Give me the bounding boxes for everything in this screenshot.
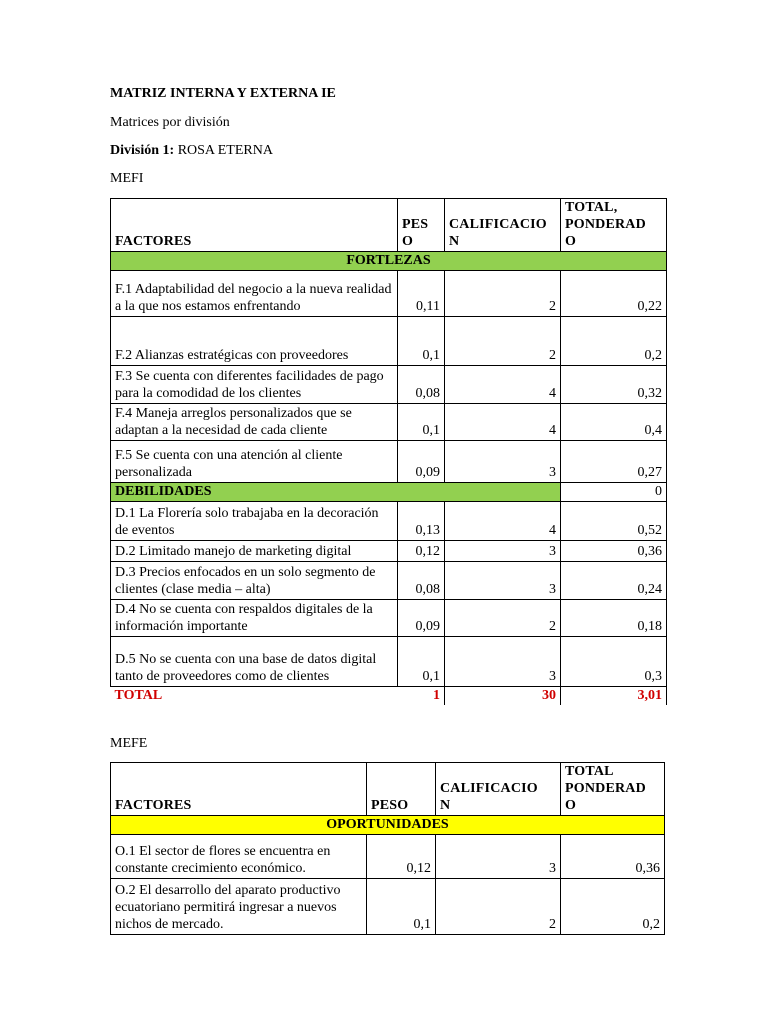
total-f3: 0,32 xyxy=(561,366,667,404)
total-f2: 0,2 xyxy=(561,317,667,366)
oportunidades-label: OPORTUNIDADES xyxy=(111,816,665,835)
factor-d1: D.1 La Florería solo trabajaba en la decoración de eventos xyxy=(111,502,398,541)
mefi-header-calificacion: CALIFICACIO N xyxy=(445,199,561,252)
calificacion-f3: 4 xyxy=(445,366,561,404)
mefe-table xyxy=(110,762,665,935)
peso-f2: 0,1 xyxy=(398,317,445,366)
total-ponderado: 3,01 xyxy=(561,687,667,706)
total-d1: 0,52 xyxy=(561,502,667,541)
mefi-row-d4 xyxy=(111,600,667,637)
mefe-header-factores: FACTORES xyxy=(111,763,367,816)
document-title: MATRIZ INTERNA Y EXTERNA IE xyxy=(110,86,336,101)
mefi-section-fortalezas xyxy=(111,252,667,271)
mefi-row-d5 xyxy=(111,637,667,687)
factor-f4: F.4 Maneja arreglos personalizados que se adaptan a la necesidad de cada cliente xyxy=(111,404,398,441)
total-o1: 0,36 xyxy=(561,835,665,879)
mefi-header-row xyxy=(111,199,667,252)
factor-f3: F.3 Se cuenta con diferentes facilidades de pago para la comodidad de los clientes xyxy=(111,366,398,404)
total-label: TOTAL xyxy=(111,687,398,706)
calificacion-o2: 2 xyxy=(436,879,561,935)
mefi-row-d2 xyxy=(111,541,667,562)
calificacion-d5: 3 xyxy=(445,637,561,687)
mefi-header-total: TOTAL, PONDERAD O xyxy=(561,199,667,252)
mefe-header-peso: PESO xyxy=(367,763,436,816)
factor-d3: D.3 Precios enfocados en un solo segmento de clientes (clase media – alta) xyxy=(111,562,398,600)
mefi-header-peso: PES O xyxy=(398,199,445,252)
mefi-header-factores: FACTORES xyxy=(111,199,398,252)
peso-o2: 0,1 xyxy=(367,879,436,935)
mefi-total-row xyxy=(111,687,667,706)
factor-o1: O.1 El sector de flores se encuentra en constante crecimiento económico. xyxy=(111,835,367,879)
mefi-table xyxy=(110,198,667,705)
debilidades-total: 0 xyxy=(561,483,667,502)
factor-f2: F.2 Alianzas estratégicas con proveedores xyxy=(111,317,398,366)
division-heading xyxy=(110,143,273,159)
mefe-header-total: TOTAL PONDERAD O xyxy=(561,763,665,816)
mefi-section-debilidades xyxy=(111,483,667,502)
mefe-row-o2 xyxy=(111,879,665,935)
peso-d5: 0,1 xyxy=(398,637,445,687)
total-f5: 0,27 xyxy=(561,441,667,483)
mefi-row-d1 xyxy=(111,502,667,541)
mefi-label: MEFI xyxy=(110,171,144,186)
calificacion-d2: 3 xyxy=(445,541,561,562)
mefi-row-f2 xyxy=(111,317,667,366)
calificacion-d3: 3 xyxy=(445,562,561,600)
peso-o1: 0,12 xyxy=(367,835,436,879)
mefe-row-o1 xyxy=(111,835,665,879)
debilidades-label: DEBILIDADES xyxy=(111,483,561,502)
calificacion-f5: 3 xyxy=(445,441,561,483)
calificacion-f4: 4 xyxy=(445,404,561,441)
factor-d2: D.2 Limitado manejo de marketing digital xyxy=(111,541,398,562)
mefi-row-d3 xyxy=(111,562,667,600)
factor-d4: D.4 No se cuenta con respaldos digitales de la información importante xyxy=(111,600,398,637)
total-f4: 0,4 xyxy=(561,404,667,441)
peso-f5: 0,09 xyxy=(398,441,445,483)
peso-d1: 0,13 xyxy=(398,502,445,541)
total-f1: 0,22 xyxy=(561,271,667,317)
mefi-row-f1 xyxy=(111,271,667,317)
mefi-row-f3 xyxy=(111,366,667,404)
mefe-label: MEFE xyxy=(110,736,148,751)
factor-f1: F.1 Adaptabilidad del negocio a la nueva realidad a la que nos estamos enfrentando xyxy=(111,271,398,317)
fortalezas-label: FORTLEZAS xyxy=(111,252,667,271)
total-peso: 1 xyxy=(398,687,445,706)
mefi-row-f5 xyxy=(111,441,667,483)
peso-d3: 0,08 xyxy=(398,562,445,600)
mefe-section-oportunidades xyxy=(111,816,665,835)
peso-f3: 0,08 xyxy=(398,366,445,404)
document-subtitle: Matrices por división xyxy=(110,115,230,130)
calificacion-o1: 3 xyxy=(436,835,561,879)
division-name: ROSA ETERNA xyxy=(177,143,273,158)
calificacion-d4: 2 xyxy=(445,600,561,637)
mefi-row-f4 xyxy=(111,404,667,441)
calificacion-f2: 2 xyxy=(445,317,561,366)
factor-d5: D.5 No se cuenta con una base de datos digital tanto de proveedores como de clientes xyxy=(111,637,398,687)
total-d3: 0,24 xyxy=(561,562,667,600)
mefe-header-calificacion: CALIFICACIO N xyxy=(436,763,561,816)
peso-f1: 0,11 xyxy=(398,271,445,317)
factor-f5: F.5 Se cuenta con una atención al cliente personalizada xyxy=(111,441,398,483)
peso-d4: 0,09 xyxy=(398,600,445,637)
factor-o2: O.2 El desarrollo del aparato productivo ecuatoriano permitirá ingresar a nuevos nichos de mercado. xyxy=(111,879,367,935)
total-o2: 0,2 xyxy=(561,879,665,935)
total-d2: 0,36 xyxy=(561,541,667,562)
calificacion-f1: 2 xyxy=(445,271,561,317)
peso-f4: 0,1 xyxy=(398,404,445,441)
total-calificacion: 30 xyxy=(445,687,561,706)
mefe-header-row xyxy=(111,763,665,816)
calificacion-d1: 4 xyxy=(445,502,561,541)
division-label: División 1: xyxy=(110,143,175,158)
total-d5: 0,3 xyxy=(561,637,667,687)
peso-d2: 0,12 xyxy=(398,541,445,562)
total-d4: 0,18 xyxy=(561,600,667,637)
